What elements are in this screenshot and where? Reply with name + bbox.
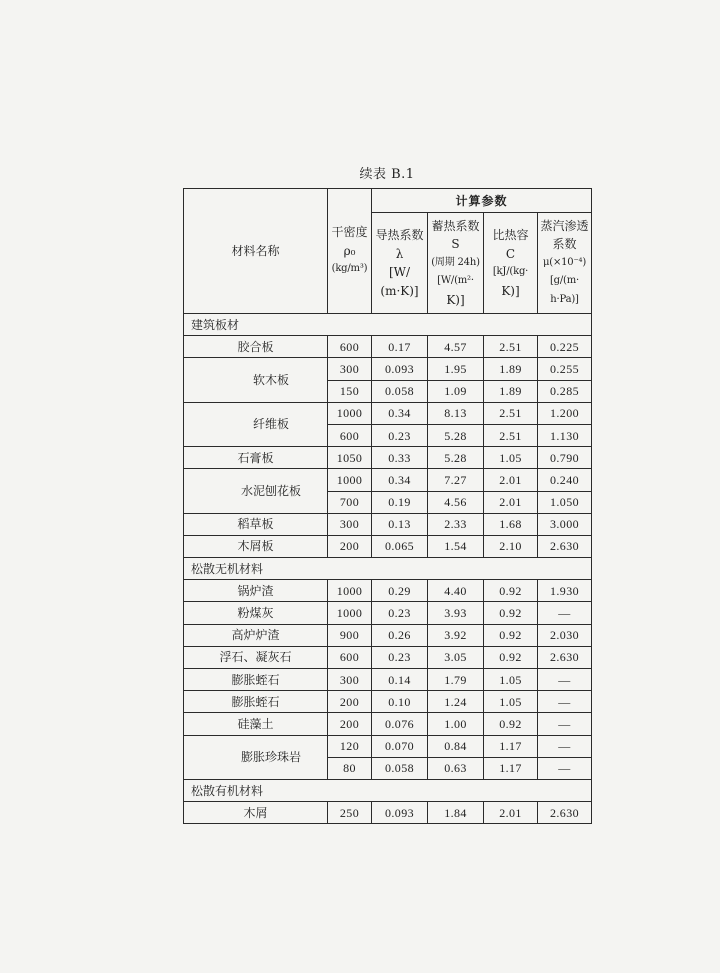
- material-name-cell: 高炉炉渣: [184, 624, 328, 646]
- density-cell: 1000: [328, 580, 372, 602]
- vapor-permeability-header-line: h·Pa)]: [550, 293, 579, 305]
- conductivity-header: [372, 213, 428, 314]
- table-row: [184, 402, 592, 424]
- specific-heat-cell: 2.01: [484, 469, 538, 491]
- specific-heat-cell: 0.92: [484, 624, 538, 646]
- density-cell: 1000: [328, 402, 372, 424]
- vapor-permeability-cell: 2.630: [538, 646, 592, 668]
- section-label: 松散有机材料: [184, 779, 592, 801]
- conductivity-cell: 0.23: [372, 646, 428, 668]
- heat-storage-cell: 1.54: [428, 535, 484, 557]
- header-row: [184, 189, 592, 213]
- heat-storage-cell: 5.28: [428, 447, 484, 469]
- density-cell: 250: [328, 802, 372, 824]
- vapor-permeability-cell: 0.285: [538, 380, 592, 402]
- conductivity-cell: 0.13: [372, 513, 428, 535]
- material-name-cell: 石膏板: [184, 447, 328, 469]
- conductivity-cell: 0.058: [372, 380, 428, 402]
- vapor-permeability-cell: —: [538, 602, 592, 624]
- material-name-cell: 粉煤灰: [184, 602, 328, 624]
- specific-heat-cell: 0.92: [484, 580, 538, 602]
- specific-heat-cell: 2.51: [484, 336, 538, 358]
- heat-storage-cell: 5.28: [428, 424, 484, 446]
- vapor-permeability-header-line: μ(×10⁻⁴): [542, 256, 587, 268]
- specific-heat-cell: 1.05: [484, 447, 538, 469]
- material-name-cell: 膨胀珍珠岩: [184, 735, 328, 779]
- section-row: [184, 779, 592, 801]
- specific-heat-header: [484, 213, 538, 314]
- material-name-cell: 软木板: [184, 358, 328, 402]
- density-cell: 700: [328, 491, 372, 513]
- conductivity-cell: 0.34: [372, 402, 428, 424]
- conductivity-cell: 0.058: [372, 757, 428, 779]
- density-cell: 900: [328, 624, 372, 646]
- conductivity-header-line: 导热系数: [375, 228, 424, 242]
- conductivity-cell: 0.26: [372, 624, 428, 646]
- section-row: [184, 558, 592, 580]
- specific-heat-cell: 1.17: [484, 735, 538, 757]
- heat-storage-cell: 4.56: [428, 491, 484, 513]
- table-row: [184, 513, 592, 535]
- conductivity-cell: 0.093: [372, 358, 428, 380]
- conductivity-cell: 0.19: [372, 491, 428, 513]
- specific-heat-header-line: K)]: [501, 283, 520, 298]
- heat-storage-header-line: K)]: [446, 292, 465, 307]
- density-cell: 600: [328, 424, 372, 446]
- density-cell: 1000: [328, 602, 372, 624]
- vapor-permeability-cell: 0.240: [538, 469, 592, 491]
- material-name-cell: 木屑板: [184, 535, 328, 557]
- material-name-cell: 膨胀蛭石: [184, 669, 328, 691]
- vapor-permeability-cell: 0.255: [538, 358, 592, 380]
- conductivity-cell: 0.17: [372, 336, 428, 358]
- table-row: [184, 602, 592, 624]
- material-name-cell: 膨胀蛭石: [184, 691, 328, 713]
- specific-heat-cell: 2.51: [484, 402, 538, 424]
- section-label: 松散无机材料: [184, 558, 592, 580]
- table-row: [184, 580, 592, 602]
- heat-storage-header-line: 蓄热系数: [431, 218, 480, 233]
- specific-heat-header-line: [kJ/(kg·: [492, 266, 529, 277]
- vapor-permeability-cell: 1.130: [538, 424, 592, 446]
- material-parameter-table: [183, 188, 592, 824]
- heat-storage-cell: 1.79: [428, 669, 484, 691]
- material-name-cell: 浮石、凝灰石: [184, 646, 328, 668]
- conductivity-cell: 0.093: [372, 802, 428, 824]
- heat-storage-header-line: [W/(m²·: [437, 275, 474, 287]
- density-cell: 200: [328, 691, 372, 713]
- vapor-permeability-cell: —: [538, 691, 592, 713]
- specific-heat-cell: 1.17: [484, 757, 538, 779]
- vapor-permeability-header-line: [g/(m·: [549, 275, 580, 287]
- heat-storage-header-line: S: [451, 237, 460, 252]
- specific-heat-header-line: C: [505, 246, 516, 261]
- density-cell: 150: [328, 380, 372, 402]
- table-row: [184, 447, 592, 469]
- conductivity-cell: 0.14: [372, 669, 428, 691]
- density-cell: 300: [328, 358, 372, 380]
- conductivity-cell: 0.065: [372, 535, 428, 557]
- material-name-cell: 胶合板: [184, 336, 328, 358]
- material-name-cell: 木屑: [184, 802, 328, 824]
- conductivity-cell: 0.10: [372, 691, 428, 713]
- table-row: [184, 336, 592, 358]
- material-name-cell: 纤维板: [184, 402, 328, 446]
- table-row: [184, 669, 592, 691]
- material-name-cell: 硅藻土: [184, 713, 328, 735]
- specific-heat-cell: 1.05: [484, 691, 538, 713]
- conductivity-cell: 0.23: [372, 424, 428, 446]
- conductivity-cell: 0.34: [372, 469, 428, 491]
- conductivity-cell: 0.076: [372, 713, 428, 735]
- density-cell: 600: [328, 646, 372, 668]
- vapor-permeability-cell: 2.030: [538, 624, 592, 646]
- heat-storage-cell: 4.40: [428, 580, 484, 602]
- material-name-cell: 稻草板: [184, 513, 328, 535]
- density-cell: 80: [328, 757, 372, 779]
- vapor-permeability-cell: —: [538, 757, 592, 779]
- heat-storage-header: [428, 213, 484, 314]
- vapor-permeability-cell: 3.000: [538, 513, 592, 535]
- heat-storage-cell: 1.84: [428, 802, 484, 824]
- heat-storage-cell: 2.33: [428, 513, 484, 535]
- density-cell: 200: [328, 713, 372, 735]
- specific-heat-cell: 2.10: [484, 535, 538, 557]
- table-row: [184, 358, 592, 380]
- vapor-permeability-cell: —: [538, 713, 592, 735]
- heat-storage-cell: 1.09: [428, 380, 484, 402]
- vapor-permeability-header-line: 蒸汽渗透: [540, 218, 589, 233]
- conductivity-header-line: (m·K)]: [380, 283, 419, 298]
- conductivity-cell: 0.070: [372, 735, 428, 757]
- table-row: [184, 713, 592, 735]
- calc-params-header: 计算参数: [372, 189, 592, 213]
- density-cell: 120: [328, 735, 372, 757]
- density-cell: 600: [328, 336, 372, 358]
- table-row: [184, 646, 592, 668]
- specific-heat-cell: 0.92: [484, 602, 538, 624]
- heat-storage-cell: 0.84: [428, 735, 484, 757]
- density-cell: 1050: [328, 447, 372, 469]
- table-title: 续表 B.1: [359, 167, 415, 182]
- vapor-permeability-header: [538, 213, 592, 314]
- vapor-permeability-cell: 1.050: [538, 491, 592, 513]
- vapor-permeability-cell: 0.225: [538, 336, 592, 358]
- density-cell: 200: [328, 535, 372, 557]
- table-row: [184, 535, 592, 557]
- heat-storage-cell: 7.27: [428, 469, 484, 491]
- density-cell: 300: [328, 669, 372, 691]
- density-header: [328, 189, 372, 314]
- density-cell: 1000: [328, 469, 372, 491]
- specific-heat-cell: 2.51: [484, 424, 538, 446]
- heat-storage-cell: 1.24: [428, 691, 484, 713]
- conductivity-header-line: [W/: [388, 265, 411, 279]
- specific-heat-cell: 2.01: [484, 802, 538, 824]
- heat-storage-cell: 3.93: [428, 602, 484, 624]
- section-label: 建筑板材: [184, 314, 592, 336]
- specific-heat-cell: 2.01: [484, 491, 538, 513]
- conductivity-cell: 0.29: [372, 580, 428, 602]
- specific-heat-cell: 0.92: [484, 646, 538, 668]
- density-header-line: 干密度: [331, 225, 368, 240]
- specific-heat-cell: 1.68: [484, 513, 538, 535]
- vapor-permeability-cell: —: [538, 669, 592, 691]
- heat-storage-cell: 0.63: [428, 757, 484, 779]
- conductivity-cell: 0.33: [372, 447, 428, 469]
- specific-heat-cell: 1.05: [484, 669, 538, 691]
- material-name-cell: 锅炉渣: [184, 580, 328, 602]
- density-header-line: ρ₀: [343, 243, 356, 258]
- heat-storage-cell: 3.92: [428, 624, 484, 646]
- heat-storage-cell: 1.95: [428, 358, 484, 380]
- vapor-permeability-cell: 2.630: [538, 802, 592, 824]
- heat-storage-cell: 1.00: [428, 713, 484, 735]
- heat-storage-cell: 3.05: [428, 646, 484, 668]
- vapor-permeability-cell: 1.200: [538, 402, 592, 424]
- specific-heat-cell: 1.89: [484, 380, 538, 402]
- table-row: [184, 469, 592, 491]
- table-row: [184, 802, 592, 824]
- material-name-header: 材料名称: [184, 189, 328, 314]
- vapor-permeability-cell: 1.930: [538, 580, 592, 602]
- conductivity-cell: 0.23: [372, 602, 428, 624]
- vapor-permeability-cell: 0.790: [538, 447, 592, 469]
- density-header-line: (kg/m³): [331, 263, 368, 275]
- heat-storage-cell: 4.57: [428, 336, 484, 358]
- vapor-permeability-cell: 2.630: [538, 535, 592, 557]
- heat-storage-cell: 8.13: [428, 402, 484, 424]
- table-row: [184, 735, 592, 757]
- table-row: [184, 691, 592, 713]
- vapor-permeability-cell: —: [538, 735, 592, 757]
- density-cell: 300: [328, 513, 372, 535]
- vapor-permeability-header-line: 系数: [552, 237, 577, 252]
- specific-heat-cell: 1.89: [484, 358, 538, 380]
- section-row: [184, 314, 592, 336]
- table-row: [184, 624, 592, 646]
- conductivity-header-line: λ: [395, 246, 404, 261]
- heat-storage-header-line: (周期 24h): [431, 256, 480, 268]
- specific-heat-header-line: 比热容: [492, 228, 529, 242]
- material-name-cell: 水泥刨花板: [184, 469, 328, 513]
- specific-heat-cell: 0.92: [484, 713, 538, 735]
